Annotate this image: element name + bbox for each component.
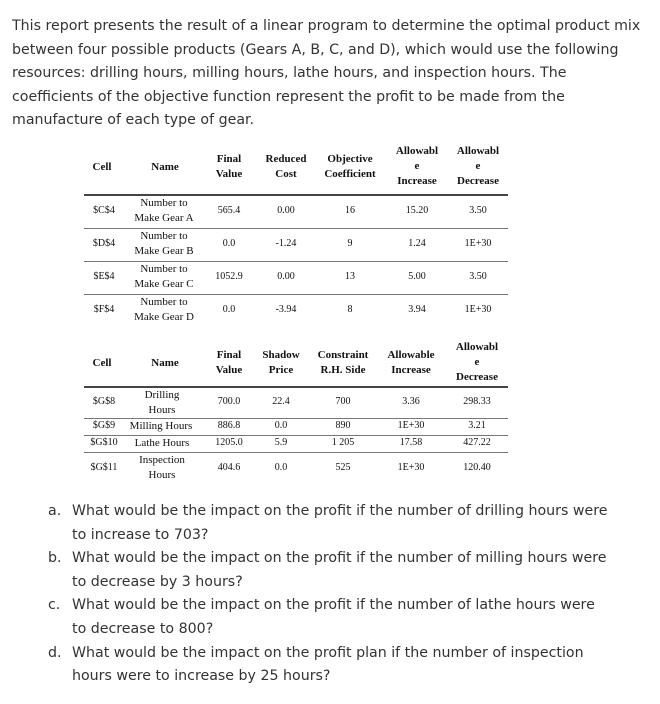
row-allowable-increase: 5.00 [408,271,426,282]
row-allowable-decrease: 3.21 [468,420,486,431]
row-allowable-decrease: 3.50 [469,205,487,216]
row-name: Number to Make Gear B [134,230,194,257]
row-cell-ref: $G$10 [90,437,118,448]
row-shadow-price: 22.4 [272,396,290,407]
header-final-value: Final Value [215,349,243,376]
row-name: Milling Hours [129,420,193,432]
row-allowable-decrease: 427.22 [463,437,491,448]
row-objective: 8 [347,304,353,315]
row-allowable-increase: 1E+30 [397,420,425,431]
row-reduced-cost: -1.24 [275,238,297,249]
row-allowable-increase: 15.20 [405,205,429,216]
row-name: Number to Make Gear D [134,296,194,323]
row-shadow-price: 0.0 [274,420,288,431]
header-constraint-rhs: Constraint R.H. Side [317,349,369,376]
row-cell-ref: $G$11 [90,462,118,473]
row-allowable-increase: 3.36 [402,396,420,407]
question-marker: c. [48,597,61,614]
row-constraint-rhs: 525 [335,462,351,473]
table-row [84,229,508,261]
header-cell: Cell [92,357,112,369]
row-name: Lathe Hours [134,437,190,449]
table-row [84,295,508,327]
header-name: Name [151,357,179,369]
row-reduced-cost: -3.94 [275,304,297,315]
row-allowable-decrease: 3.50 [469,271,487,282]
table-row [84,453,508,485]
header-allowable-decrease: Allowabl e Decrease [455,341,499,383]
row-constraint-rhs: 1 205 [331,437,355,448]
row-name: Number to Make Gear A [134,197,194,224]
row-objective: 9 [347,238,353,249]
row-final-value: 1052.9 [215,271,243,282]
row-allowable-decrease: 298.33 [463,396,491,407]
table-row [84,436,508,452]
question-item [48,594,608,641]
header-objective-coefficient: Objective Coefficient [324,153,376,180]
header-allowable-increase: Allowabl e Increase [395,145,439,187]
question-text: What would be the impact on the profit plan if the number of inspection hours were to increase by 25 hours? [72,644,584,685]
table-row [84,419,508,435]
question-item [48,500,608,547]
header-final-value: Final Value [215,153,243,180]
row-final-value: 886.8 [217,420,241,431]
row-allowable-increase: 17.58 [399,437,423,448]
table-header-row [84,145,508,194]
table-row [84,388,508,418]
question-marker: b. [48,550,62,567]
row-cell-ref: $C$4 [93,205,115,216]
row-name: Inspection Hours [139,454,185,481]
table-row [84,196,508,228]
header-reduced-cost: Reduced Cost [265,153,307,180]
question-text: What would be the impact on the profit if the number of milling hours were to decrease by 3 hours? [72,550,607,590]
row-cell-ref: $G$8 [92,396,116,407]
row-allowable-increase: 1.24 [408,238,426,249]
row-allowable-decrease: 1E+30 [464,304,492,315]
question-item [48,547,608,594]
header-name: Name [151,161,179,173]
row-reduced-cost: 0.00 [277,205,295,216]
row-reduced-cost: 0.00 [277,271,295,282]
row-final-value: 700.0 [217,396,241,407]
table-row [84,262,508,294]
header-cell: Cell [92,161,112,173]
row-objective: 16 [345,205,355,216]
question-text: What would be the impact on the profit if the number of lathe hours were to decrease to 800? [72,597,595,637]
row-name: Drilling Hours [144,389,180,416]
row-constraint-rhs: 890 [335,420,351,431]
table-header-row [84,340,508,386]
header-shadow-price: Shadow Price [262,349,300,376]
header-allowable-decrease: Allowabl e Decrease [456,145,500,187]
row-cell-ref: $F$4 [93,304,115,315]
row-allowable-increase: 3.94 [408,304,426,315]
row-final-value: 1205.0 [215,437,243,448]
question-text: What would be the impact on the profit if the number of drilling hours were to increase to 703? [72,503,608,543]
row-shadow-price: 0.0 [274,462,288,473]
row-final-value: 404.6 [217,462,241,473]
intro-paragraph: This report presents the result of a linear program to determine the optimal product mix between four possible products (Gears A, B, C, and D), which would use the following resources: drilling hours, milling hours, lathe hours, and inspection hours. The coefficients of the objective function represent the profit to be made from the manufacture of each type of gear. [12,18,641,129]
row-objective: 13 [345,271,355,282]
row-cell-ref: $G$9 [92,420,116,431]
row-shadow-price: 5.9 [274,437,288,448]
row-final-value: 0.0 [222,304,236,315]
row-allowable-decrease: 1E+30 [464,238,492,249]
row-name: Number to Make Gear C [134,263,194,290]
row-cell-ref: $E$4 [93,271,115,282]
header-allowable-increase: Allowable Increase [387,349,435,376]
question-marker: a. [48,503,62,519]
question-list [48,500,608,689]
row-allowable-increase: 1E+30 [397,462,425,473]
row-final-value: 0.0 [222,238,236,249]
row-allowable-decrease: 120.40 [463,462,491,473]
row-constraint-rhs: 700 [335,396,351,407]
question-marker: d. [48,644,62,661]
row-final-value: 565.4 [217,205,241,216]
row-cell-ref: $D$4 [92,238,116,249]
question-item [48,642,608,689]
